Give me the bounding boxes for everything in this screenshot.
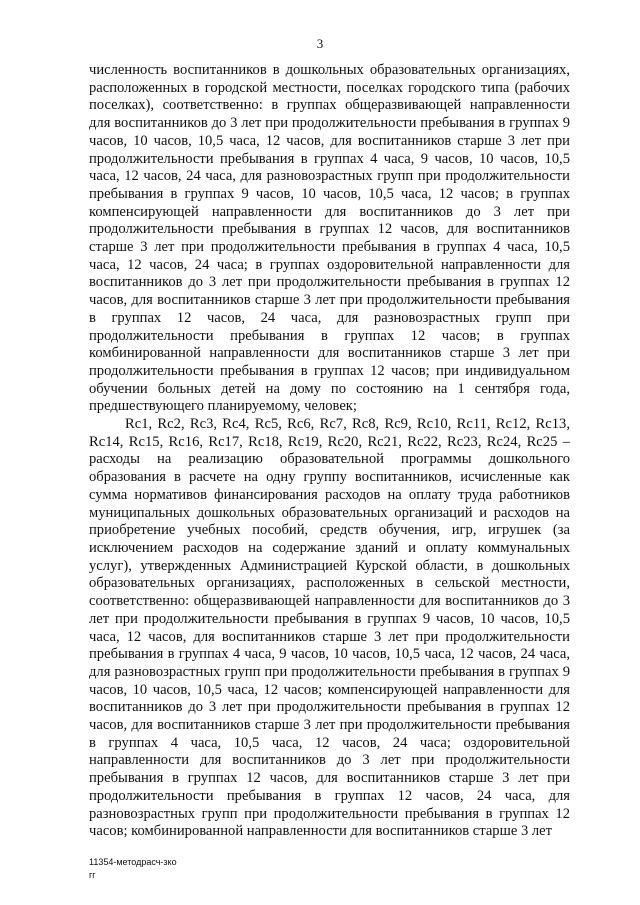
document-body [89,62,570,841]
paragraph-population: численность воспитанников в дошкольных образовательных организациях, расположенных в городской местности, поселках городского типа (рабочих поселках), соответственно: в группах общеразвивающей направленности для воспитанников до 3 лет при продолжительности пребывания в группах 9 часов, 10 часов, 10,5 часа, 12 часов, для воспитанников старше 3 лет при продолжительности пребывания в группах 4 часа, 9 часов, 10 часов, 10,5 часа, 12 часов, 24 часа, для разновозрастных групп при продолжительности пребывания в группах 9 часов, 10 часов, 10,5 часа, 12 часов; в группах компенсирующей направленности для воспитанников до 3 лет при продолжительности пребывания в группах 12 часов, для воспитанников старше 3 лет при продолжительности пребывания в группах 4 часа, 10,5 часа, 12 часов, 24 часа; в группах оздоровительной направленности для воспитанников до 3 лет при продолжительности пребывания в группах 12 часов, для воспитанников старше 3 лет при продолжительности пребывания в группах 12 часов, 24 часа, для разновозрастных групп при продолжительности пребывания в группах 12 часов; в группах комбинированной направленности для воспитанников старше 3 лет при продолжительности пребывания в группах 12 часов; при индивидуальном обучении больных детей на дому по состоянию на 1 сентября года, предшествующего планируемому, человек; [89,62,570,415]
footer-initials: гг [89,870,96,880]
footer [89,856,177,882]
page-number: 3 [316,36,324,51]
footer-doc-code: 11354-методрасч-зко [89,857,177,867]
paragraph-rc-expenses: Rc1, Rc2, Rc3, Rc4, Rc5, Rc6, Rc7, Rc8, Rc9, Rc10, Rc11, Rc12, Rc13, Rc14, Rc15, Rc16, Rc17, Rc18, Rc19, Rc20, Rc21, Rc22, Rc23, Rc24, Rc25 – расходы на реализацию образовательной программы дошкольного образования в расчете на одну группу воспитанников, исчисленные как сумма нормативов финансирования расходов на оплату труда работников муниципальных дошкольных образовательных организаций и расходов на приобретение учебных пособий, средств обучения, игр, игрушек (за исключением расходов на содержание зданий и оплату коммунальных услуг), утвержденных Администрацией Курской области, в дошкольных образовательных организациях, расположенных в сельской местности, соответственно: общеразвивающей направленности для воспитанников до 3 лет при продолжительности пребывания в группах 9 часов, 10 часов, 10,5 часа, 12 часов, для воспитанников старше 3 лет при продолжительности пребывания в группах 4 часа, 9 часов, 10 часов, 10,5 часа, 12 часов, 24 часа, для разновозрастных групп при продолжительности пребывания в группах 9 часов, 10 часов, 10,5 часа, 12 часов; компенсирующей направленности для воспитанников до 3 лет при продолжительности пребывания в группах 12 часов, для воспитанников старше 3 лет при продолжительности пребывания в группах 4 часа, 10,5 часа, 12 часов, 24 часа; оздоровительной направленности для воспитанников до 3 лет при продолжительности пребывания в группах 12 часов, для воспитанников старше 3 лет при продолжительности пребывания в группах 12 часов, 24 часа, для разновозрастных групп при продолжительности пребывания в группах 12 часов; комбинированной направленности для воспитанников старше 3 лет [89,416,570,840]
